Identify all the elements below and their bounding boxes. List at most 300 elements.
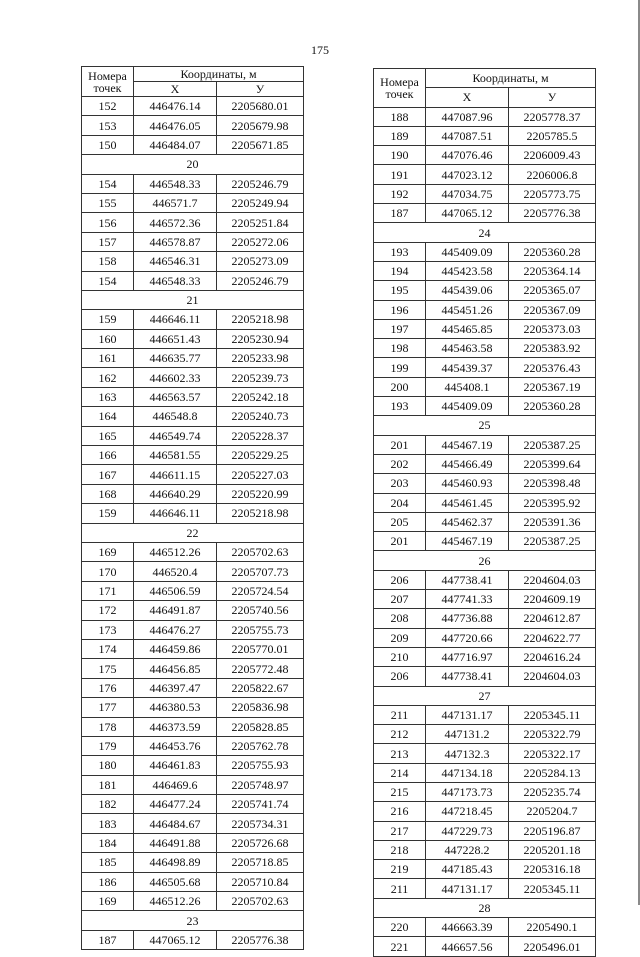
- point-number: 181: [82, 775, 134, 794]
- table-row: [82, 717, 304, 736]
- table-row: [374, 493, 596, 512]
- point-number: 208: [374, 609, 426, 628]
- x-column-header: X: [134, 82, 217, 97]
- table-row: [374, 647, 596, 666]
- point-number: 153: [82, 116, 134, 135]
- point-number: 200: [374, 377, 426, 396]
- y-coordinate: 2206006.8: [509, 165, 596, 184]
- point-number: 206: [374, 570, 426, 589]
- y-coordinate: 2205316.18: [509, 860, 596, 879]
- x-coordinate: 446498.89: [134, 853, 217, 872]
- table-row: [82, 407, 304, 426]
- x-coordinate: 446657.56: [426, 937, 509, 956]
- x-coordinate: 447131.2: [426, 725, 509, 744]
- table-row: [82, 795, 304, 814]
- y-coordinate: 2204622.77: [509, 628, 596, 647]
- table-row: [374, 590, 596, 609]
- table-row: [82, 446, 304, 465]
- y-column-header: У: [217, 82, 304, 97]
- section-row: [82, 523, 304, 542]
- y-coordinate: 2205762.78: [217, 736, 304, 755]
- x-coordinate: 445466.49: [426, 454, 509, 473]
- section-number: 23: [82, 911, 304, 930]
- x-coordinate: 446505.68: [134, 872, 217, 891]
- y-coordinate: 2205778.37: [509, 107, 596, 126]
- point-number: 219: [374, 860, 426, 879]
- table-row: [82, 814, 304, 833]
- y-coordinate: 2206009.43: [509, 146, 596, 165]
- table-row: [374, 744, 596, 763]
- table-row: [82, 678, 304, 697]
- y-coordinate: 2204616.24: [509, 647, 596, 666]
- point-number: 168: [82, 484, 134, 503]
- x-coordinate: 445439.37: [426, 358, 509, 377]
- y-coordinate: 2205373.03: [509, 319, 596, 338]
- table-row: [82, 97, 304, 116]
- x-coordinate: 447134.18: [426, 763, 509, 782]
- point-number: 164: [82, 407, 134, 426]
- x-coordinate: 447720.66: [426, 628, 509, 647]
- x-coordinate: 447034.75: [426, 184, 509, 203]
- table-row: [374, 358, 596, 377]
- page-number: 175: [311, 43, 329, 57]
- section-row: [82, 911, 304, 930]
- table-row: [374, 204, 596, 223]
- table-row: [82, 562, 304, 581]
- coordinates-header: Координаты, м: [134, 67, 304, 82]
- y-coordinate: 2205367.19: [509, 377, 596, 396]
- x-coordinate: 445462.37: [426, 512, 509, 531]
- y-coordinate: 2205398.48: [509, 474, 596, 493]
- table-row: [82, 465, 304, 484]
- table-header: [374, 69, 596, 108]
- y-coordinate: 2205242.18: [217, 387, 304, 406]
- point-number: 214: [374, 763, 426, 782]
- section-row: [374, 551, 596, 570]
- table-row: [374, 782, 596, 801]
- table-row: [374, 840, 596, 859]
- x-coordinate: 445408.1: [426, 377, 509, 396]
- y-coordinate: 2205770.01: [217, 639, 304, 658]
- x-coordinate: 446572.36: [134, 213, 217, 232]
- table-row: [82, 116, 304, 135]
- y-coordinate: 2205741.74: [217, 795, 304, 814]
- x-coordinate: 446456.85: [134, 659, 217, 678]
- x-coordinate: 447738.41: [426, 570, 509, 589]
- x-coordinate: 447132.3: [426, 744, 509, 763]
- section-row: [374, 898, 596, 917]
- point-number: 178: [82, 717, 134, 736]
- x-coordinate: 447076.46: [426, 146, 509, 165]
- y-coordinate: 2205391.36: [509, 512, 596, 531]
- point-number: 159: [82, 504, 134, 523]
- y-coordinate: 2205367.09: [509, 300, 596, 319]
- table-row: [82, 310, 304, 329]
- x-coordinate: 446477.24: [134, 795, 217, 814]
- y-coordinate: 2205376.43: [509, 358, 596, 377]
- x-coordinate: 447173.73: [426, 782, 509, 801]
- table-row: [374, 242, 596, 261]
- point-number: 156: [82, 213, 134, 232]
- table-row: [374, 184, 596, 203]
- y-coordinate: 2205201.18: [509, 840, 596, 859]
- table-row: [82, 349, 304, 368]
- section-number: 24: [374, 223, 596, 242]
- point-number: 166: [82, 446, 134, 465]
- table-row: [374, 860, 596, 879]
- y-coordinate: 2205496.01: [509, 937, 596, 956]
- table-row: [374, 628, 596, 647]
- table-row: [82, 174, 304, 193]
- point-number: 171: [82, 581, 134, 600]
- x-coordinate: 445439.06: [426, 281, 509, 300]
- table-row: [374, 609, 596, 628]
- section-number: 26: [374, 551, 596, 570]
- y-coordinate: 2205679.98: [217, 116, 304, 135]
- point-number: 192: [374, 184, 426, 203]
- y-coordinate: 2205707.73: [217, 562, 304, 581]
- point-number: 154: [82, 271, 134, 290]
- y-coordinate: 2205229.25: [217, 446, 304, 465]
- table-row: [374, 918, 596, 937]
- table-row: [82, 756, 304, 775]
- y-coordinate: 2205755.73: [217, 620, 304, 639]
- y-coordinate: 2205702.63: [217, 542, 304, 561]
- x-coordinate: 446506.59: [134, 581, 217, 600]
- table-row: [374, 879, 596, 898]
- x-coordinate: 446476.27: [134, 620, 217, 639]
- table-row: [82, 639, 304, 658]
- point-number: 188: [374, 107, 426, 126]
- y-coordinate: 2205776.38: [217, 930, 304, 949]
- x-coordinate: 446491.87: [134, 601, 217, 620]
- point-number: 182: [82, 795, 134, 814]
- x-coordinate: 447229.73: [426, 821, 509, 840]
- table-row: [82, 504, 304, 523]
- point-number: 193: [374, 397, 426, 416]
- point-number: 210: [374, 647, 426, 666]
- y-coordinate: 2205365.07: [509, 281, 596, 300]
- section-number: 20: [82, 155, 304, 174]
- point-number: 191: [374, 165, 426, 184]
- x-coordinate: 446563.57: [134, 387, 217, 406]
- x-column-header: X: [426, 88, 509, 107]
- point-number: 211: [374, 705, 426, 724]
- point-number: 218: [374, 840, 426, 859]
- y-coordinate: 2205345.11: [509, 705, 596, 724]
- y-coordinate: 2205680.01: [217, 97, 304, 116]
- table-row: [374, 454, 596, 473]
- point-number: 150: [82, 135, 134, 154]
- point-number: 198: [374, 339, 426, 358]
- point-number: 183: [82, 814, 134, 833]
- x-coordinate: 446397.47: [134, 678, 217, 697]
- y-coordinate: 2205204.7: [509, 802, 596, 821]
- point-numbers-header: Номера точек: [374, 69, 426, 108]
- section-row: [82, 290, 304, 309]
- x-coordinate: 446581.55: [134, 446, 217, 465]
- y-coordinate: 2205272.06: [217, 232, 304, 251]
- y-coordinate: 2205235.74: [509, 782, 596, 801]
- point-number: 160: [82, 329, 134, 348]
- y-coordinate: 2205724.54: [217, 581, 304, 600]
- x-coordinate: 447065.12: [134, 930, 217, 949]
- table-row: [374, 435, 596, 454]
- point-number: 221: [374, 937, 426, 956]
- x-coordinate: 446549.74: [134, 426, 217, 445]
- point-number: 185: [82, 853, 134, 872]
- point-number: 174: [82, 639, 134, 658]
- point-number: 197: [374, 319, 426, 338]
- section-number: 21: [82, 290, 304, 309]
- y-coordinate: 2205360.28: [509, 242, 596, 261]
- x-coordinate: 446491.88: [134, 833, 217, 852]
- y-coordinate: 2205360.28: [509, 397, 596, 416]
- y-coordinate: 2205726.68: [217, 833, 304, 852]
- point-number: 215: [374, 782, 426, 801]
- x-coordinate: 445409.09: [426, 242, 509, 261]
- x-coordinate: 446520.4: [134, 562, 217, 581]
- x-coordinate: 446373.59: [134, 717, 217, 736]
- y-coordinate: 2205822.67: [217, 678, 304, 697]
- x-coordinate: 447087.51: [426, 126, 509, 145]
- table-row: [82, 135, 304, 154]
- y-coordinate: 2205772.48: [217, 659, 304, 678]
- table-row: [374, 802, 596, 821]
- point-number: 204: [374, 493, 426, 512]
- point-number: 152: [82, 97, 134, 116]
- point-number: 205: [374, 512, 426, 531]
- table-row: [374, 512, 596, 531]
- x-coordinate: 446548.8: [134, 407, 217, 426]
- x-coordinate: 447736.88: [426, 609, 509, 628]
- point-number: 217: [374, 821, 426, 840]
- table-row: [374, 570, 596, 589]
- x-coordinate: 446459.86: [134, 639, 217, 658]
- table-row: [374, 146, 596, 165]
- point-number: 167: [82, 465, 134, 484]
- section-row: [82, 155, 304, 174]
- table-row: [82, 659, 304, 678]
- x-coordinate: 445461.45: [426, 493, 509, 512]
- table-row: [82, 872, 304, 891]
- point-numbers-header: Номера точек: [82, 67, 134, 97]
- x-coordinate: 446571.7: [134, 193, 217, 212]
- x-coordinate: 446484.07: [134, 135, 217, 154]
- point-number: 216: [374, 802, 426, 821]
- y-coordinate: 2205345.11: [509, 879, 596, 898]
- x-coordinate: 445451.26: [426, 300, 509, 319]
- point-number: 203: [374, 474, 426, 493]
- point-number: 207: [374, 590, 426, 609]
- table-row: [374, 821, 596, 840]
- x-coordinate: 446469.6: [134, 775, 217, 794]
- table-row: [374, 261, 596, 280]
- section-number: 28: [374, 898, 596, 917]
- point-number: 155: [82, 193, 134, 212]
- x-coordinate: 445460.93: [426, 474, 509, 493]
- x-coordinate: 446453.76: [134, 736, 217, 755]
- point-number: 201: [374, 532, 426, 551]
- x-coordinate: 446646.11: [134, 310, 217, 329]
- coordinates-table-right: [373, 68, 596, 957]
- y-coordinate: 2205740.56: [217, 601, 304, 620]
- table-row: [82, 833, 304, 852]
- point-number: 173: [82, 620, 134, 639]
- x-coordinate: 445467.19: [426, 532, 509, 551]
- point-number: 187: [82, 930, 134, 949]
- point-number: 184: [82, 833, 134, 852]
- y-column-header: У: [509, 88, 596, 107]
- y-coordinate: 2205671.85: [217, 135, 304, 154]
- section-number: 25: [374, 416, 596, 435]
- y-coordinate: 2205490.1: [509, 918, 596, 937]
- x-coordinate: 446635.77: [134, 349, 217, 368]
- y-coordinate: 2204604.03: [509, 570, 596, 589]
- x-coordinate: 446512.26: [134, 892, 217, 911]
- x-coordinate: 446651.43: [134, 329, 217, 348]
- point-number: 154: [82, 174, 134, 193]
- point-number: 179: [82, 736, 134, 755]
- point-number: 196: [374, 300, 426, 319]
- x-coordinate: 446484.67: [134, 814, 217, 833]
- table-row: [82, 484, 304, 503]
- y-coordinate: 2205364.14: [509, 261, 596, 280]
- table-row: [82, 542, 304, 561]
- y-coordinate: 2205218.98: [217, 310, 304, 329]
- y-coordinate: 2205776.38: [509, 204, 596, 223]
- x-coordinate: 447738.41: [426, 667, 509, 686]
- point-number: 165: [82, 426, 134, 445]
- table-row: [82, 620, 304, 639]
- y-coordinate: 2205196.87: [509, 821, 596, 840]
- table-row: [374, 107, 596, 126]
- x-coordinate: 446602.33: [134, 368, 217, 387]
- table-row: [374, 937, 596, 956]
- y-coordinate: 2205239.73: [217, 368, 304, 387]
- y-coordinate: 2205322.79: [509, 725, 596, 744]
- y-coordinate: 2205227.03: [217, 465, 304, 484]
- table-row: [82, 853, 304, 872]
- x-coordinate: 445463.58: [426, 339, 509, 358]
- point-number: 190: [374, 146, 426, 165]
- table-row: [82, 426, 304, 445]
- x-coordinate: 445467.19: [426, 435, 509, 454]
- y-coordinate: 2205249.94: [217, 193, 304, 212]
- x-coordinate: 447716.97: [426, 647, 509, 666]
- table-row: [82, 601, 304, 620]
- y-coordinate: 2205322.17: [509, 744, 596, 763]
- x-coordinate: 446380.53: [134, 698, 217, 717]
- y-coordinate: 2204609.19: [509, 590, 596, 609]
- table-row: [374, 667, 596, 686]
- table-row: [82, 329, 304, 348]
- point-number: 175: [82, 659, 134, 678]
- x-coordinate: 447023.12: [426, 165, 509, 184]
- table-row: [374, 377, 596, 396]
- point-number: 211: [374, 879, 426, 898]
- x-coordinate: 446646.11: [134, 504, 217, 523]
- x-coordinate: 447185.43: [426, 860, 509, 879]
- x-coordinate: 445465.85: [426, 319, 509, 338]
- section-row: [374, 223, 596, 242]
- section-row: [374, 416, 596, 435]
- y-coordinate: 2205230.94: [217, 329, 304, 348]
- table-row: [82, 193, 304, 212]
- point-number: 194: [374, 261, 426, 280]
- x-coordinate: 446512.26: [134, 542, 217, 561]
- point-number: 177: [82, 698, 134, 717]
- x-coordinate: 447131.17: [426, 879, 509, 898]
- y-coordinate: 2205836.98: [217, 698, 304, 717]
- x-coordinate: 447131.17: [426, 705, 509, 724]
- y-coordinate: 2205233.98: [217, 349, 304, 368]
- point-number: 212: [374, 725, 426, 744]
- section-number: 22: [82, 523, 304, 542]
- y-coordinate: 2205718.85: [217, 853, 304, 872]
- point-number: 202: [374, 454, 426, 473]
- x-coordinate: 445423.58: [426, 261, 509, 280]
- y-coordinate: 2205399.64: [509, 454, 596, 473]
- point-number: 180: [82, 756, 134, 775]
- table-row: [82, 775, 304, 794]
- point-number: 172: [82, 601, 134, 620]
- y-coordinate: 2205828.85: [217, 717, 304, 736]
- point-number: 206: [374, 667, 426, 686]
- point-number: 169: [82, 542, 134, 561]
- table-row: [374, 705, 596, 724]
- y-coordinate: 2205246.79: [217, 271, 304, 290]
- table-row: [374, 281, 596, 300]
- point-number: 199: [374, 358, 426, 377]
- table-row: [374, 165, 596, 184]
- table-row: [82, 736, 304, 755]
- x-coordinate: 446476.14: [134, 97, 217, 116]
- point-number: 161: [82, 349, 134, 368]
- table-row: [374, 763, 596, 782]
- point-number: 159: [82, 310, 134, 329]
- y-coordinate: 2205785.5: [509, 126, 596, 145]
- table-row: [374, 300, 596, 319]
- x-coordinate: 446640.29: [134, 484, 217, 503]
- x-coordinate: 447087.96: [426, 107, 509, 126]
- y-coordinate: 2205246.79: [217, 174, 304, 193]
- point-number: 158: [82, 252, 134, 271]
- point-number: 193: [374, 242, 426, 261]
- x-coordinate: 447065.12: [426, 204, 509, 223]
- point-number: 162: [82, 368, 134, 387]
- y-coordinate: 2205734.31: [217, 814, 304, 833]
- table-row: [82, 930, 304, 949]
- point-number: 195: [374, 281, 426, 300]
- table-row: [374, 397, 596, 416]
- point-number: 157: [82, 232, 134, 251]
- y-coordinate: 2205273.09: [217, 252, 304, 271]
- coordinates-header: Координаты, м: [426, 69, 596, 88]
- table-row: [374, 725, 596, 744]
- section-number: 27: [374, 686, 596, 705]
- y-coordinate: 2205755.93: [217, 756, 304, 775]
- x-coordinate: 447741.33: [426, 590, 509, 609]
- x-coordinate: 446546.31: [134, 252, 217, 271]
- x-coordinate: 445409.09: [426, 397, 509, 416]
- y-coordinate: 2205220.99: [217, 484, 304, 503]
- y-coordinate: 2205251.84: [217, 213, 304, 232]
- y-coordinate: 2205710.84: [217, 872, 304, 891]
- table-row: [82, 232, 304, 251]
- table-row: [82, 892, 304, 911]
- y-coordinate: 2205395.92: [509, 493, 596, 512]
